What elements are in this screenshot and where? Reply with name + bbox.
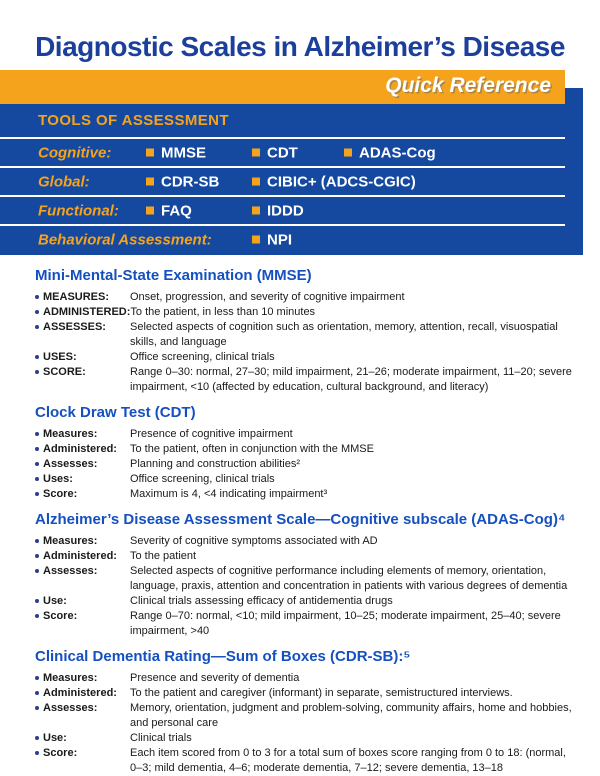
attribute-row [35, 746, 578, 776]
tools-row-behavioral [0, 226, 583, 253]
attribute-value: To the patient, often in conjunction with the MMSE [130, 443, 374, 455]
scale-section-adas-cog [35, 512, 578, 639]
attribute-label: Score: [43, 610, 78, 622]
dot-bullet-icon [35, 295, 39, 299]
attribute-value: Office screening, clinical trials [130, 351, 275, 363]
dot-bullet-icon [35, 599, 39, 603]
tool-item-faq [146, 202, 192, 219]
attribute-row [35, 320, 578, 350]
attribute-label-cell [35, 671, 130, 686]
attribute-row [35, 609, 578, 639]
attribute-row [35, 305, 578, 320]
section-heading: Clinical Dementia Rating—Sum of Boxes (CDR-SB):⁵ [35, 648, 411, 665]
attribute-label-cell [35, 350, 130, 365]
page-title: Diagnostic Scales in Alzheimer’s Disease [35, 31, 565, 62]
attribute-label: Administered: [43, 443, 117, 455]
attribute-label: Assesses: [43, 458, 98, 470]
category-label-global: Global: [38, 173, 90, 190]
attribute-label-cell [35, 487, 130, 502]
attribute-label: Score: [43, 747, 78, 759]
tool-item-cdt [252, 144, 298, 161]
dot-bullet-icon [35, 370, 39, 374]
square-bullet-icon [344, 149, 352, 157]
scale-section-mmse [35, 268, 578, 395]
tool-item-label: CIBIC+ (ADCS-CGIC) [267, 173, 416, 190]
attribute-row [35, 487, 578, 502]
attribute-value: Clinical trials [130, 732, 192, 744]
dot-bullet-icon [35, 751, 39, 755]
attribute-value: Each item scored from 0 to 3 for a total sum of boxes score ranging from 0 to 18: (normal, 0–3; mild dementia, 4–6; moderate dementia, 7–12; severe dementia, 13–18 [130, 747, 566, 774]
attribute-value: Presence of cognitive impairment [130, 428, 293, 440]
dot-bullet-icon [35, 325, 39, 329]
section-heading: Alzheimer’s Disease Assessment Scale—Cognitive subscale (ADAS-Cog)⁴ [35, 511, 566, 528]
tool-item-label: IDDD [267, 202, 304, 219]
section-heading: Clock Draw Test (CDT) [35, 404, 196, 421]
attribute-label-cell [35, 731, 130, 746]
dot-bullet-icon [35, 492, 39, 496]
attribute-label: ADMINISTERED: [43, 306, 131, 318]
attribute-row [35, 427, 578, 442]
attribute-value: Range 0–70: normal, <10; mild impairment, 10–25; moderate impairment, 25–40; severe impairment, >40 [130, 610, 561, 637]
attribute-row [35, 701, 578, 731]
square-bullet-icon [146, 149, 154, 157]
attribute-label: Administered: [43, 687, 117, 699]
attribute-value: To the patient, in less than 10 minutes [130, 306, 316, 318]
attribute-row [35, 290, 578, 305]
attribute-label: Administered: [43, 550, 117, 562]
quick-reference-label: Quick Reference [385, 74, 551, 97]
tool-item-cdr-sb [146, 173, 219, 190]
attribute-value: Memory, orientation, judgment and problem-solving, community affairs, home and hobbies, and personal care [130, 702, 572, 729]
dot-bullet-icon [35, 614, 39, 618]
dot-bullet-icon [35, 676, 39, 680]
square-bullet-icon [146, 207, 154, 215]
attribute-label-cell [35, 746, 130, 761]
attribute-label-cell [35, 472, 130, 487]
header-zone [0, 0, 600, 268]
attribute-label: Measures: [43, 672, 98, 684]
attribute-label-cell [35, 534, 130, 549]
attribute-label-cell [35, 305, 130, 320]
attribute-row [35, 442, 578, 457]
attribute-value: Maximum is 4, <4 indicating impairment³ [130, 488, 328, 500]
attribute-row [35, 671, 578, 686]
attribute-row [35, 472, 578, 487]
attribute-value: To the patient and caregiver (informant) in separate, semistructured interviews. [130, 687, 513, 699]
banner-shadow [565, 88, 583, 105]
attribute-value: Onset, progression, and severity of cognitive impairment [130, 291, 405, 303]
attribute-label-cell [35, 564, 130, 579]
attribute-value: Range 0–30: normal, 27–30; mild impairment, 21–26; moderate impairment, 11–20; severe impairment, <10 (affected by education, cultural background, and literacy) [130, 366, 572, 393]
dot-bullet-icon [35, 477, 39, 481]
attribute-label-cell [35, 290, 130, 305]
dot-bullet-icon [35, 554, 39, 558]
attribute-label: USES: [43, 351, 77, 363]
attribute-value: Planning and construction abilities² [130, 458, 300, 470]
attribute-row [35, 457, 578, 472]
dot-bullet-icon [35, 691, 39, 695]
attribute-value: Selected aspects of cognition such as orientation, memory, attention, recall, visuospatial skills, and language [130, 321, 558, 348]
attribute-row [35, 534, 578, 549]
tool-item-iddd [252, 202, 304, 219]
tool-item-label: CDT [267, 144, 298, 161]
attribute-value: Presence and severity of dementia [130, 672, 300, 684]
attribute-label: MEASURES: [43, 291, 110, 303]
square-bullet-icon [252, 236, 260, 244]
attribute-label: Uses: [43, 473, 73, 485]
dot-bullet-icon [35, 736, 39, 740]
attribute-row [35, 549, 578, 564]
attribute-label: Measures: [43, 428, 98, 440]
tools-row-cognitive [0, 139, 583, 166]
attribute-row [35, 564, 578, 594]
tools-panel-header: TOOLS OF ASSESSMENT [38, 112, 229, 129]
attribute-label: Score: [43, 488, 78, 500]
tool-item-adas-cog [344, 144, 436, 161]
attribute-label-cell [35, 365, 130, 380]
dot-bullet-icon [35, 432, 39, 436]
square-bullet-icon [146, 178, 154, 186]
tool-item-label: FAQ [161, 202, 192, 219]
scale-section-cdr-sb [35, 649, 578, 776]
dot-bullet-icon [35, 462, 39, 466]
tool-item-label: ADAS-Cog [359, 144, 436, 161]
scale-section-cdt [35, 405, 578, 502]
attribute-value: Office screening, clinical trials [130, 473, 275, 485]
tool-item-label: CDR-SB [161, 173, 220, 190]
category-label-behavioral: Behavioral Assessment: [38, 231, 212, 248]
attribute-row [35, 365, 578, 395]
tools-row-global [0, 168, 583, 195]
attribute-label: ASSESSES: [43, 321, 106, 333]
attribute-label-cell [35, 320, 130, 335]
square-bullet-icon [252, 207, 260, 215]
section-heading: Mini-Mental-State Examination (MMSE) [35, 267, 312, 284]
attribute-label: SCORE: [43, 366, 86, 378]
tools-row-functional [0, 197, 583, 224]
attribute-label-cell [35, 427, 130, 442]
attribute-row [35, 686, 578, 701]
dot-bullet-icon [35, 706, 39, 710]
dot-bullet-icon [35, 447, 39, 451]
category-label-functional: Functional: [38, 202, 119, 219]
attribute-label-cell [35, 701, 130, 716]
attribute-value: Clinical trials assessing efficacy of antidementia drugs [130, 595, 393, 607]
square-bullet-icon [252, 149, 260, 157]
tool-item-mmse [146, 144, 206, 161]
tools-panel [0, 104, 583, 255]
attribute-label-cell [35, 609, 130, 624]
attribute-label: Use: [43, 732, 67, 744]
attribute-value: To the patient [130, 550, 197, 562]
scales-content [0, 268, 600, 776]
attribute-value: Severity of cognitive symptoms associated with AD [130, 535, 378, 547]
dot-bullet-icon [35, 355, 39, 359]
quick-reference-banner [0, 70, 565, 104]
category-label-cognitive: Cognitive: [38, 144, 112, 161]
attribute-label-cell [35, 594, 130, 609]
tool-item-label: NPI [267, 231, 293, 248]
attribute-value: Selected aspects of cognitive performance including elements of memory, orientation, language, praxis, attention and concentration in patients with various degrees of dementia [130, 565, 568, 592]
attribute-label-cell [35, 457, 130, 472]
tool-item-label: MMSE [161, 144, 206, 161]
attribute-label: Use: [43, 595, 67, 607]
attribute-label: Measures: [43, 535, 98, 547]
square-bullet-icon [252, 178, 260, 186]
attribute-label-cell [35, 549, 130, 564]
attribute-row [35, 594, 578, 609]
attribute-label: Assesses: [43, 565, 98, 577]
attribute-row [35, 731, 578, 746]
dot-bullet-icon [35, 569, 39, 573]
tool-item-cibic [252, 173, 416, 190]
dot-bullet-icon [35, 539, 39, 543]
attribute-label-cell [35, 442, 130, 457]
attribute-row [35, 350, 578, 365]
attribute-label: Assesses: [43, 702, 98, 714]
dot-bullet-icon [35, 310, 39, 314]
tool-item-npi [252, 231, 292, 248]
attribute-label-cell [35, 686, 130, 701]
